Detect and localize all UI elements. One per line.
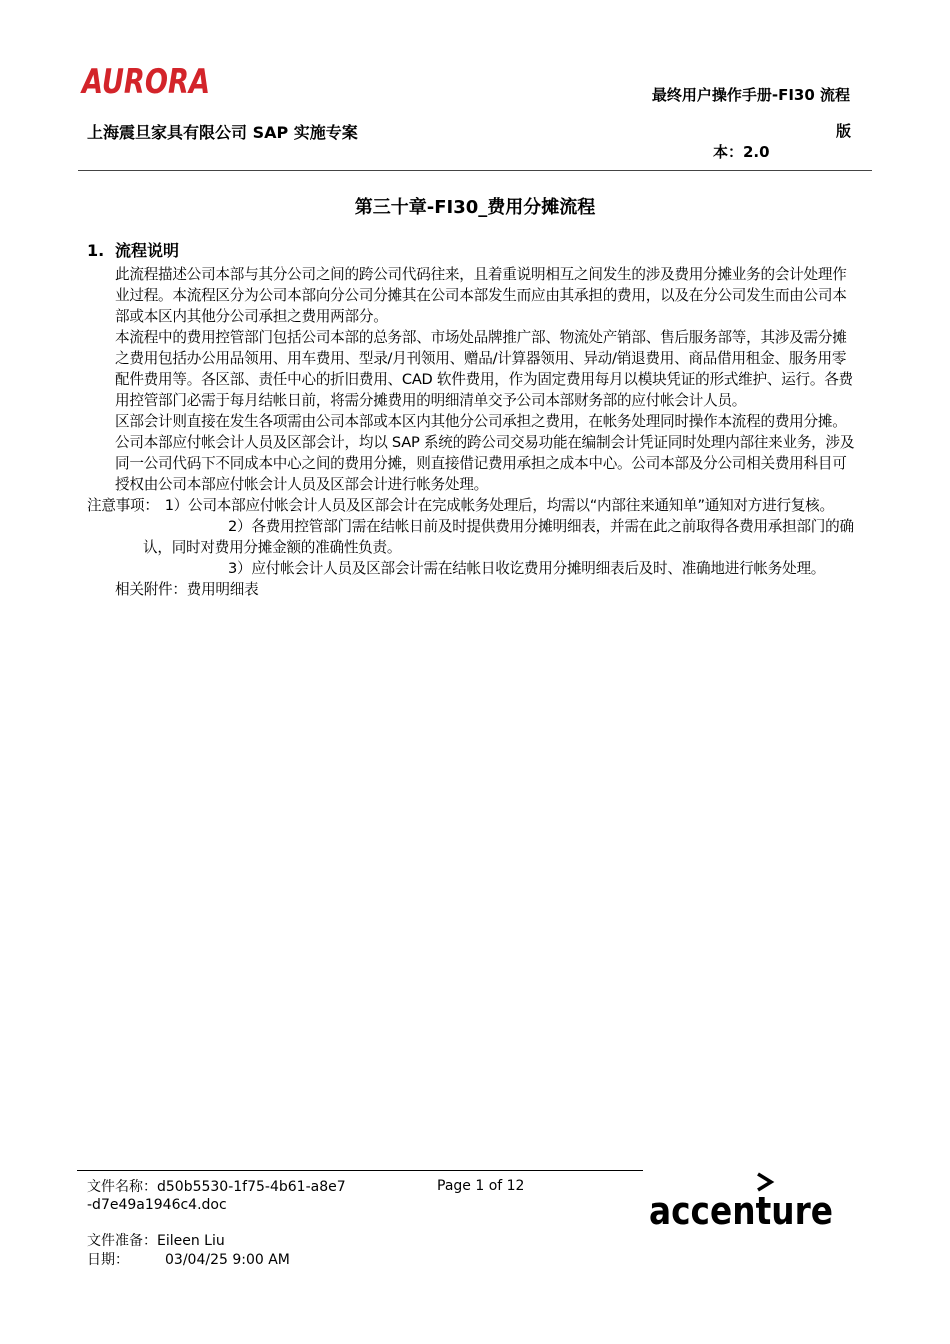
version-value: 本：2.0 [713, 143, 770, 161]
note-3: 3）应付帐会计人员及区部会计需在结帐日收讫费用分摊明细表后及时、准确地进行帐务处理。 [228, 560, 826, 577]
header-divider [78, 170, 872, 171]
note-1 [87, 495, 857, 516]
svg-text:accenture: accenture [649, 1189, 833, 1233]
footer-divider [77, 1170, 643, 1171]
filename-value: d50b5530-1f75-4b61-a8e7-d7e49a1946c4.doc [87, 1179, 346, 1213]
paragraph-1: 此流程描述公司本部与其分公司之间的跨公司代码往来，且着重说明相互之间发生的涉及费用分摊业务的会计处理作业过程。本流程区分为公司本部向分公司分摊其在公司本部发生而应由其承担的费用，以及在分公司发生而由公司本部或本区内其他分公司承担之费用两部分。 [115, 266, 847, 325]
chapter-title: 第三十章-FI30_费用分摊流程 [354, 197, 596, 218]
footer-prepared [87, 1232, 225, 1250]
date-label: 日期： [87, 1252, 129, 1268]
section-title: 流程说明 [115, 241, 180, 260]
version-label: 版 [836, 122, 852, 140]
prepared-by: Eileen Liu [157, 1233, 225, 1249]
footer-date [87, 1251, 290, 1269]
note-2: 2）各费用控管部门需在结帐日前及时提供费用分摊明细表，并需在此之前取得各费用承担部门的确认，同时对费用分摊金额的准确性负责。 [143, 518, 854, 556]
process-description [87, 264, 857, 600]
prepared-label: 文件准备： [87, 1233, 157, 1249]
paragraph-3: 区部会计则直接在发生各项需由公司本部或本区内其他分公司承担之费用，在帐务处理同时操作本流程的费用分摊。 [115, 413, 847, 430]
filename-label: 文件名称： [87, 1179, 157, 1195]
notes-label: 注意事项： [87, 497, 159, 514]
manual-title: 最终用户操作手册-FI30 流程 [651, 86, 850, 104]
paragraph-2: 本流程中的费用控管部门包括公司本部的总务部、市场处品牌推广部、物流处产销部、售后服务部等，其涉及需分摊之费用包括办公用品领用、用车费用、型录/月刊领用、赠品/计算器领用、异动/销退费用、商品借用租金、服务用零配件费用等。各区部、责任中心的折旧费用、CAD 软件费用，作为固定费用每月以模块凭证的形式维护、运行。各费用控管部门必需于每月结帐日前，将需分摊费用的明细清单交予公司本部财务部的应付帐会计人员。 [115, 329, 853, 409]
date-value: 03/04/25 9:00 AM [165, 1252, 290, 1268]
attachment-line: 相关附件：费用明细表 [115, 581, 259, 598]
aurora-logo [79, 62, 210, 102]
section-number: 1. [87, 241, 105, 260]
company-project: 上海震旦家具有限公司 SAP 实施专案 [87, 123, 358, 142]
accenture-logo [645, 1170, 840, 1234]
page-number: Page 1 of 12 [437, 1178, 525, 1194]
footer-filename [87, 1178, 347, 1214]
svg-text:AURORA: AURORA [79, 62, 210, 102]
paragraph-4: 公司本部应付帐会计人员及区部会计，均以 SAP 系统的跨公司交易功能在编制会计凭证同时处理内部往来业务，涉及同一公司代码下不同成本中心之间的费用分摊，则直接借记费用承担之成本中心。公司本部及分公司相关费用科目可授权由公司本部应付帐会计人员及区部会计进行帐务处理。 [115, 434, 855, 493]
section-heading [87, 238, 179, 261]
accenture-chevron-icon [758, 1174, 771, 1190]
note-1-text: 1）公司本部应付帐会计人员及区部会计在完成帐务处理后，均需以“内部往来通知单”通知对方进行复核。 [164, 497, 834, 514]
